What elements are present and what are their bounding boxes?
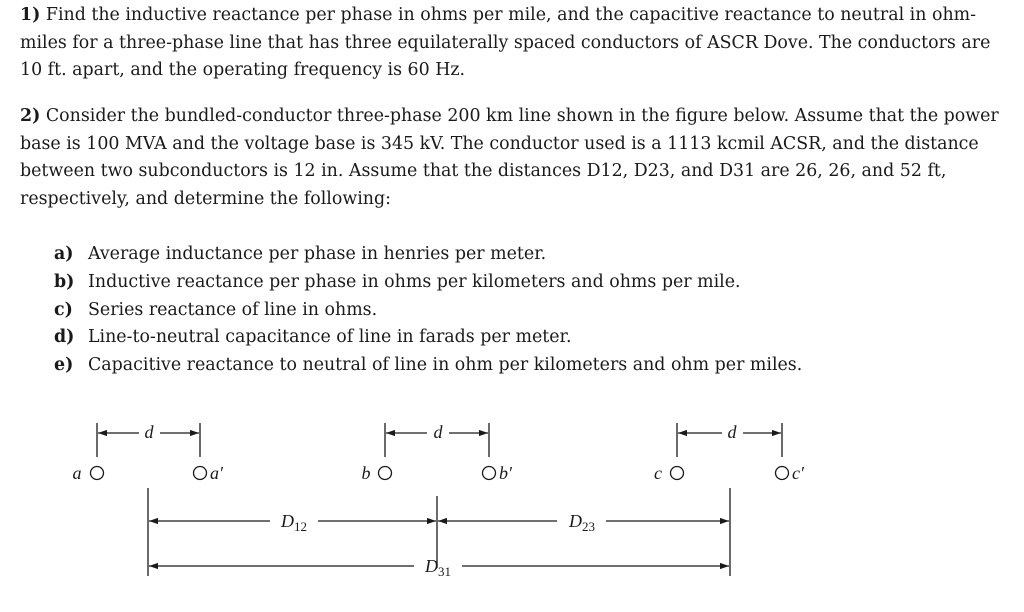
problem-2-number: 2)	[20, 106, 41, 126]
problem-2-text: Consider the bundled-conductor three-phase 200 km line shown in the figure below. Assume that the power base is 100 MVA and the voltage base is 345 kV. The conductor used is a 1113 kcmil ACSR, and the distance between two subconductors is 12 in. Assume that the distances D12, D23, and D31 are 26, 26, and 52 ft, respectively, and determine the following:	[20, 106, 999, 209]
distance-label-d12: $D_{12}$	[281, 511, 307, 534]
conductor-label-c: c	[654, 463, 662, 483]
subquestion-e	[54, 352, 802, 380]
problem-1-number: 1)	[20, 5, 41, 25]
subquestion-text: Average inductance per phase in henries per meter.	[88, 244, 547, 264]
conductor-label-a-prime: a′	[210, 463, 223, 483]
subquestion-label: e)	[54, 355, 74, 376]
conductor-label-b: b	[361, 463, 371, 483]
subquestion-text: Series reactance of line in ohms.	[88, 299, 378, 320]
conductor-circle	[671, 467, 684, 480]
subquestion-text: Line-to-neutral capacitance of line in farads per meter.	[88, 327, 572, 348]
conductor-circle	[194, 467, 207, 480]
conductor-circle	[483, 467, 496, 480]
problem-1	[20, 2, 1010, 85]
subquestion-text: Capacitive reactance to neutral of line in ohm per kilometers and ohm per miles.	[88, 355, 803, 376]
distance-label-d23: $D_{23}$	[569, 511, 595, 534]
problem-2	[20, 103, 1010, 213]
subquestion-a	[54, 241, 802, 269]
subquestion-label: b)	[54, 271, 75, 292]
subquestion-b	[54, 269, 802, 297]
problem-1-text: Find the inductive reactance per phase in ohms per mile, and the capacitive reactance to neutral in ohm-miles for a three-phase line that has three equilaterally spaced conductors of ASCR Dove. The conductors are 10 ft. apart, and the operating frequency is 60 Hz.	[20, 5, 991, 81]
conductor-label-b-prime: b′	[499, 463, 512, 483]
subquestion-text: Inductive reactance per phase in ohms per kilometers and ohms per mile.	[88, 271, 741, 292]
bundled-conductor-figure	[0, 400, 1024, 612]
subquestion-label: a)	[54, 244, 74, 264]
spacing-label-c: d	[727, 422, 737, 442]
spacing-label-b: d	[433, 422, 443, 442]
conductor-label-a: a	[72, 463, 82, 483]
subquestion-c	[54, 297, 802, 325]
conductor-label-c-prime: c′	[792, 463, 804, 483]
problem-2-subquestions	[54, 241, 802, 380]
distance-label-d31: $D_{31}$	[425, 556, 451, 579]
spacing-label-a: d	[144, 422, 154, 442]
conductor-circle	[379, 467, 392, 480]
conductor-circle	[91, 467, 104, 480]
subquestion-d	[54, 324, 802, 352]
subquestion-label: c)	[54, 299, 73, 320]
conductor-circle	[776, 467, 789, 480]
subquestion-label: d)	[54, 327, 75, 348]
